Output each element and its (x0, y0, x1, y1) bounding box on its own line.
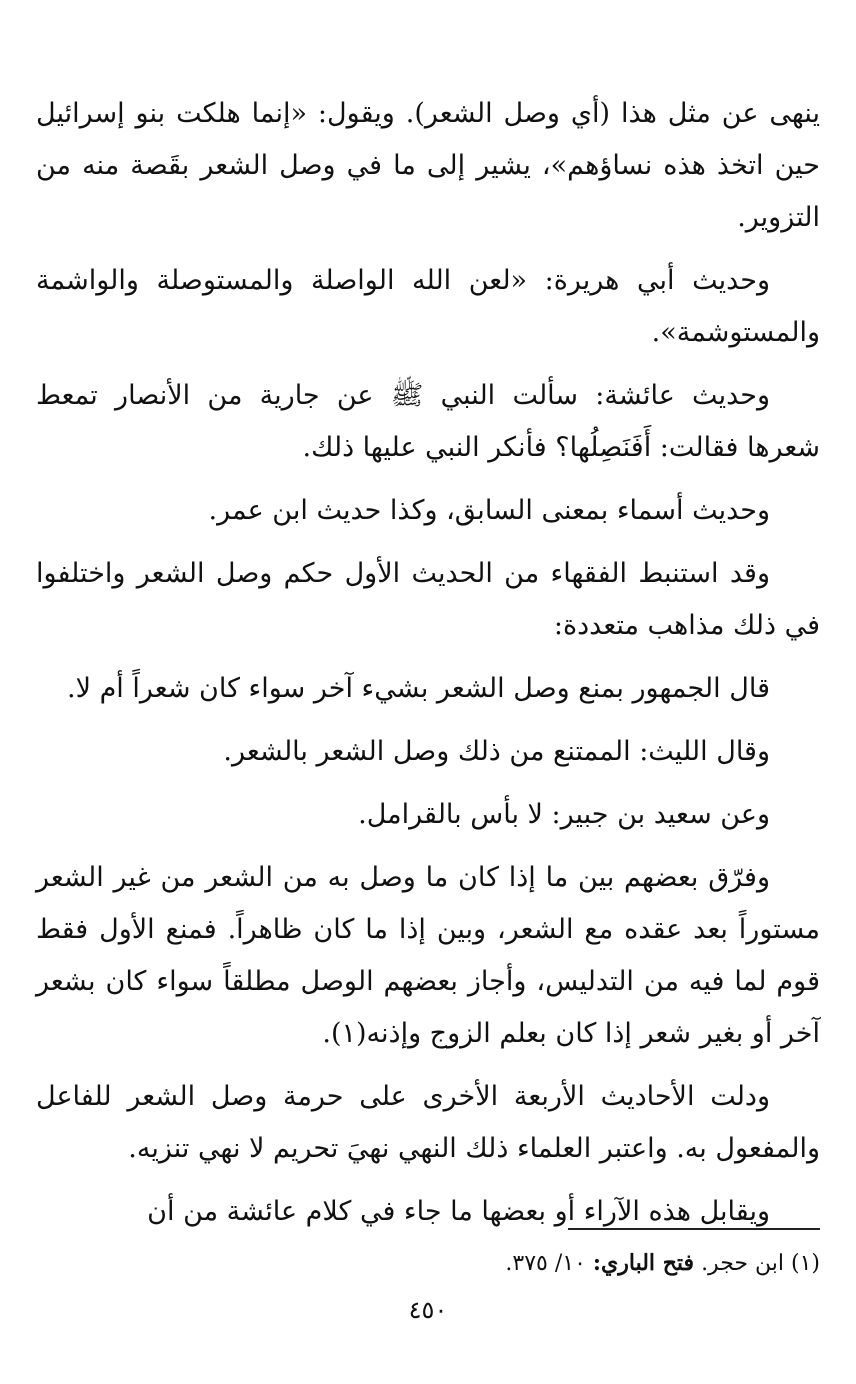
footnote-author: ابن حجر. (701, 1251, 784, 1276)
footnote-reference: ١٠/ ٣٧٥. (505, 1251, 586, 1276)
paragraph: وقال الليث: الممتنع من ذلك وصل الشعر بالشعر. (223, 736, 770, 767)
paragraph: وفرّق بعضهم بين ما إذا كان ما وصل به من الشعر من غير الشعر مستوراً بعد عقده مع الشعر، وبين إذا ما كان ظاهراً. فمنع الأول فقط قوم لما فيه من التدليس، وأجاز بعضهم الوصل مطلقاً سواء كان بشعر آخر أو بغير شعر إذا كان بعلم الزوج وإذنه(١). (36, 862, 820, 1049)
paragraph: وعن سعيد بن جبير: لا بأس بالقرامل. (358, 799, 770, 830)
main-text (36, 88, 820, 1249)
footnote-marker: (١) (790, 1251, 820, 1276)
footnote (36, 1244, 820, 1283)
paragraph: وحديث عائشة: سألت النبي ﷺ عن جارية من الأنصار تمعط شعرها فقالت: أَفَنَصِلُها؟ فأنكر النبي عليها ذلك. (36, 380, 820, 463)
footnote-book-title: فتح الباري: (592, 1250, 695, 1276)
paragraph: ودلت الأحاديث الأربعة الأخرى على حرمة وصل الشعر للفاعل والمفعول به. واعتبر العلماء ذلك النهي نهيَ تحريم لا نهي تنزيه. (36, 1081, 820, 1164)
paragraph: وقد استنبط الفقهاء من الحديث الأول حكم وصل الشعر واختلفوا في ذلك مذاهب متعددة: (36, 558, 820, 641)
paragraph: قال الجمهور بمنع وصل الشعر بشيء آخر سواء كان شعراً أم لا. (67, 673, 770, 704)
paragraph: وحديث أسماء بمعنى السابق، وكذا حديث ابن عمر. (208, 495, 770, 526)
paragraph: ويقابل هذه الآراء أو بعضها ما جاء في كلام عائشة من أن (147, 1196, 770, 1227)
paragraph: ينهى عن مثل هذا (أي وصل الشعر). ويقول: «إنما هلكت بنو إسرائيل حين اتخذ هذه نساؤهم»، يشير إلى ما في وصل الشعر بقَصة منه من التزوير. (36, 98, 820, 233)
page-number: ٤٥٠ (408, 1296, 448, 1324)
paragraph: وحديث أبي هريرة: «لعن الله الواصلة والمستوصلة والواشمة والمستوشمة». (36, 265, 820, 348)
footnote-divider (568, 1228, 820, 1230)
